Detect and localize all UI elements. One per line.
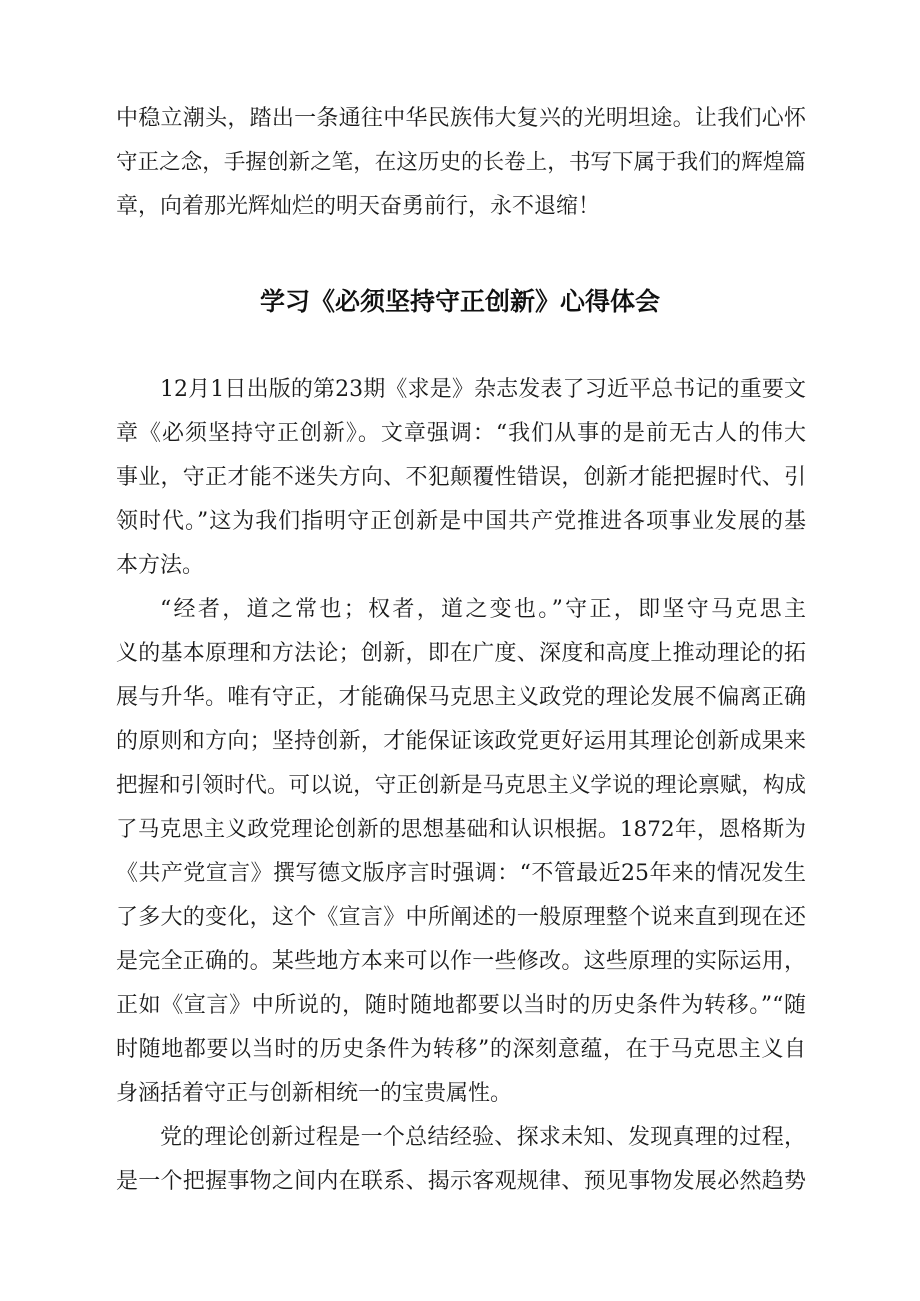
text-line: 了多大的变化，这个《宣言》中所阐述的一般原理整个说来直到现在还 — [116, 905, 806, 930]
text-line: 中稳立潮头，踏出一条通往中华民族伟大复兴的光明坦途。让我们心怀 — [116, 106, 806, 131]
text-line: 是完全正确的。某些地方本来可以作一些修改。这些原理的实际运用， — [116, 949, 806, 974]
text-line: 章，向着那光辉灿烂的明天奋勇前行，永不退缩！ — [116, 194, 601, 219]
text-line: 是一个把握事物之间内在联系、揭示客观规律、预见事物发展必然趋势 — [116, 1169, 806, 1194]
article-title: 学习《必须坚持守正创新》心得体会 — [259, 287, 660, 316]
text-line: 正如《宣言》中所说的，随时随地都要以当时的历史条件为转移。”“随 — [116, 993, 806, 1018]
text-line: “经者，道之常也；权者，道之变也。”守正，即坚守马克思主 — [160, 597, 806, 622]
text-line: 时随地都要以当时的历史条件为转移”的深刻意蕴，在于马克思主义自 — [116, 1037, 806, 1062]
text-line: 《共产党宣言》撰写德文版序言时强调：“不管最近25年来的情况发生 — [116, 861, 806, 886]
text-line: 的原则和方向；坚持创新，才能保证该政党更好运用其理论创新成果来 — [116, 729, 806, 754]
text-line: 领时代。”这为我们指明守正创新是中国共产党推进各项事业发展的基 — [116, 509, 806, 534]
text-line: 守正之念，手握创新之笔，在这历史的长卷上，书写下属于我们的辉煌篇 — [116, 150, 806, 175]
text-line: 事业，守正才能不迷失方向、不犯颠覆性错误，创新才能把握时代、引 — [116, 465, 806, 490]
text-line: 本方法。 — [116, 553, 205, 578]
text-line: 把握和引领时代。可以说，守正创新是马克思主义学说的理论禀赋，构成 — [116, 773, 806, 798]
text-line: 章《必须坚持守正创新》。文章强调：“我们从事的是前无古人的伟大 — [116, 421, 806, 446]
text-line: 12月1日出版的第23期《求是》杂志发表了习近平总书记的重要文 — [160, 377, 806, 402]
text-line: 义的基本原理和方法论；创新，即在广度、深度和高度上推动理论的拓 — [116, 641, 806, 666]
text-line: 展与升华。唯有守正，才能确保马克思主义政党的理论发展不偏离正确 — [116, 685, 806, 710]
text-line: 了马克思主义政党理论创新的思想基础和认识根据。1872年，恩格斯为 — [116, 817, 806, 842]
text-line: 党的理论创新过程是一个总结经验、探求未知、发现真理的过程， — [160, 1125, 806, 1150]
text-line: 身涵括着守正与创新相统一的宝贵属性。 — [116, 1081, 513, 1106]
